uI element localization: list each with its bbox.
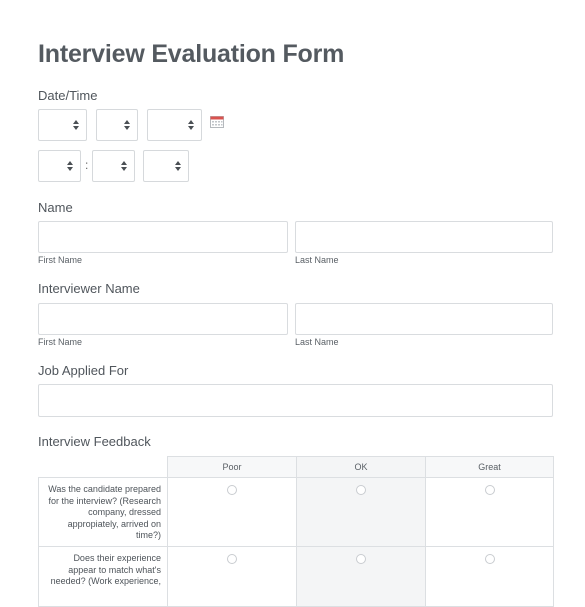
matrix-cell: [168, 547, 297, 607]
sort-arrows-icon: [188, 120, 194, 130]
day-select[interactable]: [96, 109, 138, 141]
sort-arrows-icon: [67, 161, 73, 171]
interviewer-first-name-input[interactable]: [38, 303, 288, 335]
feedback-matrix: [38, 456, 554, 607]
sort-arrows-icon: [175, 161, 181, 171]
ampm-select[interactable]: [143, 150, 189, 182]
interview-feedback-label: Interview Feedback: [38, 434, 151, 449]
first-name-sublabel: First Name: [38, 255, 83, 265]
table-row: [39, 547, 554, 607]
job-applied-label: Job Applied For: [38, 363, 129, 378]
minute-select[interactable]: [92, 150, 135, 182]
sort-arrows-icon: [124, 120, 130, 130]
matrix-cell: [168, 478, 297, 547]
table-row: [39, 478, 554, 547]
year-select[interactable]: [147, 109, 202, 141]
first-name-input[interactable]: [38, 221, 288, 253]
matrix-cell: [297, 547, 426, 607]
matrix-cell: [426, 547, 554, 607]
interviewer-last-name-input[interactable]: [295, 303, 553, 335]
last-name-input[interactable]: [295, 221, 553, 253]
radio-poor[interactable]: [227, 485, 237, 495]
column-header-poor: Poor: [168, 457, 297, 478]
job-applied-input[interactable]: [38, 384, 553, 417]
radio-great[interactable]: [485, 554, 495, 564]
sort-arrows-icon: [73, 120, 79, 130]
matrix-cell: [297, 478, 426, 547]
datetime-label: Date/Time: [38, 88, 98, 103]
radio-poor[interactable]: [227, 554, 237, 564]
time-separator: :: [85, 158, 89, 172]
form-title: Interview Evaluation Form: [38, 40, 345, 68]
name-label: Name: [38, 200, 73, 215]
hour-select[interactable]: [38, 150, 81, 182]
radio-ok[interactable]: [356, 554, 366, 564]
column-header-great: Great: [426, 457, 554, 478]
interviewer-name-label: Interviewer Name: [38, 281, 140, 296]
column-header-ok: OK: [297, 457, 426, 478]
matrix-question: Was the candidate prepared for the interview? (Research company, dressed appropiately, arrived on time?): [39, 478, 168, 547]
last-name-sublabel: Last Name: [295, 255, 339, 265]
sort-arrows-icon: [121, 161, 127, 171]
radio-ok[interactable]: [356, 485, 366, 495]
calendar-icon[interactable]: [210, 116, 224, 128]
interviewer-first-name-sublabel: First Name: [38, 337, 83, 347]
matrix-cell: [426, 478, 554, 547]
matrix-question: Does their experience appear to match what's needed? (Work experience,: [39, 547, 168, 607]
matrix-corner: [39, 457, 168, 478]
radio-great[interactable]: [485, 485, 495, 495]
month-select[interactable]: [38, 109, 87, 141]
interviewer-last-name-sublabel: Last Name: [295, 337, 339, 347]
